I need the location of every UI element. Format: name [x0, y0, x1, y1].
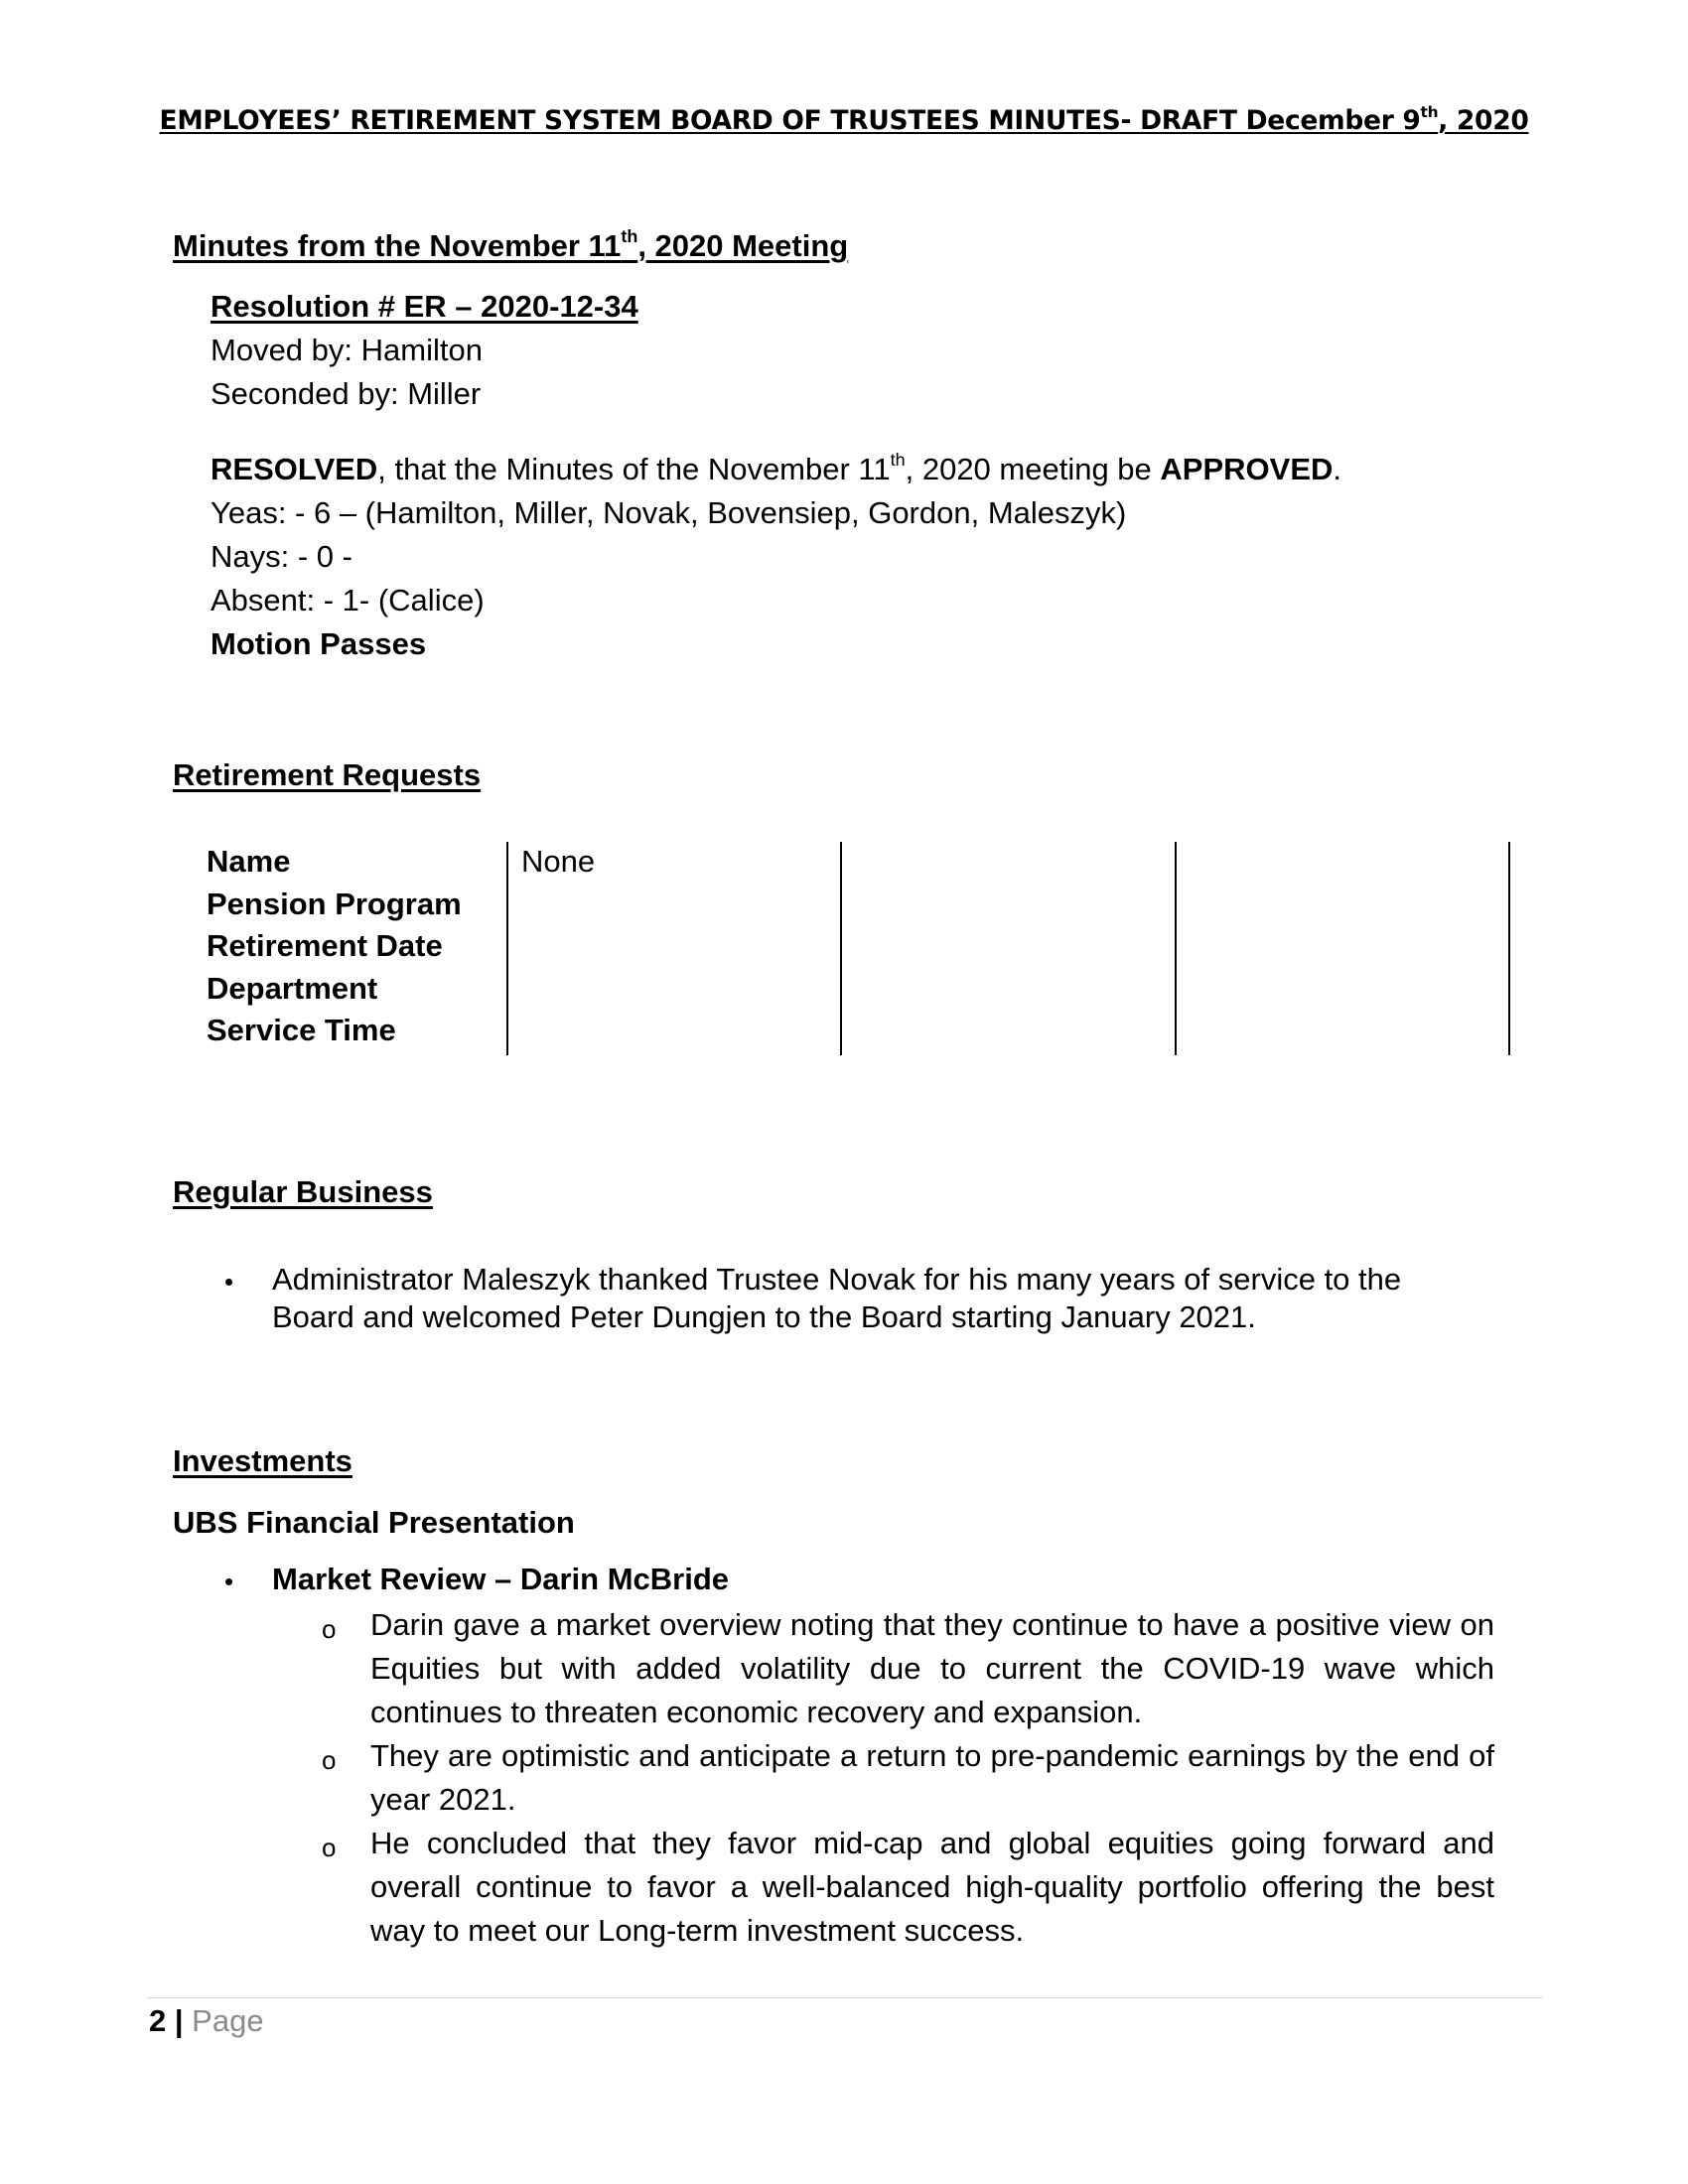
- document-header: EMPLOYEES’ RETIREMENT SYSTEM BOARD OF TRUSTEES MINUTES- DRAFT December 9th, 2020: [159, 102, 1529, 136]
- label-pension-program: Pension Program: [207, 886, 462, 921]
- investment-item: Darin gave a market overview noting that they continue to have a positive view on Equities but with added volatility due to current the COVID-19 wave which continues to threaten economic recovery and expansion.: [370, 1607, 1494, 1729]
- market-review-heading: Market Review – Darin McBride: [272, 1562, 730, 1596]
- page-footer: 2 | Page: [149, 2003, 264, 2038]
- table-divider: [840, 842, 842, 1055]
- nays: Nays: - 0 -: [211, 539, 352, 574]
- investment-item: He concluded that they favor mid-cap and global equities going forward and overall continue to favor a well-balanced high-quality portfolio offering the best way to meet our Long-term investment success.: [370, 1826, 1494, 1948]
- moved-by: Moved by: Hamilton: [211, 333, 483, 367]
- label-name: Name: [207, 844, 291, 879]
- investment-item: They are optimistic and anticipate a return to pre-pandemic earnings by the end of year 2021.: [370, 1738, 1494, 1817]
- resolution-number: Resolution # ER – 2020-12-34: [211, 289, 638, 324]
- minutes-heading: Minutes from the November 11th, 2020 Meeting: [173, 225, 849, 263]
- minutes-resolution-block: [211, 285, 638, 416]
- regular-business-item: Administrator Maleszyk thanked Trustee Novak for his many years of service to the Board and welcomed Peter Dungjen to the Board starting January 2021.: [272, 1262, 1402, 1334]
- motion-passes: Motion Passes: [211, 626, 427, 661]
- label-retirement-date: Retirement Date: [207, 928, 443, 963]
- circle-bullet-icon: o: [322, 1614, 337, 1644]
- regular-business-heading: Regular Business: [173, 1174, 433, 1209]
- yeas: Yeas: - 6 – (Hamilton, Miller, Novak, Bovensiep, Gordon, Maleszyk): [211, 495, 1127, 530]
- bullet-icon: •: [224, 1267, 234, 1297]
- retirement-value-name: None: [521, 844, 596, 879]
- resolved-statement: RESOLVED, that the Minutes of the November 11th, 2020 meeting be APPROVED.: [211, 449, 1342, 486]
- table-divider: [1508, 842, 1510, 1055]
- absent: Absent: - 1- (Calice): [211, 583, 485, 617]
- footer-divider: [147, 1997, 1543, 1998]
- table-divider: [1175, 842, 1177, 1055]
- retirement-heading: Retirement Requests: [173, 757, 482, 792]
- circle-bullet-icon: o: [322, 1833, 337, 1862]
- seconded-by: Seconded by: Miller: [211, 376, 482, 411]
- minutes-vote-block: [211, 448, 1341, 666]
- label-department: Department: [207, 970, 378, 1006]
- bullet-icon: •: [224, 1567, 234, 1596]
- table-divider: [506, 842, 508, 1055]
- label-service-time: Service Time: [207, 1013, 396, 1047]
- retirement-labels: [207, 841, 462, 1052]
- ubs-presentation-heading: UBS Financial Presentation: [173, 1505, 575, 1540]
- circle-bullet-icon: o: [322, 1745, 337, 1775]
- investments-heading: Investments: [173, 1443, 352, 1478]
